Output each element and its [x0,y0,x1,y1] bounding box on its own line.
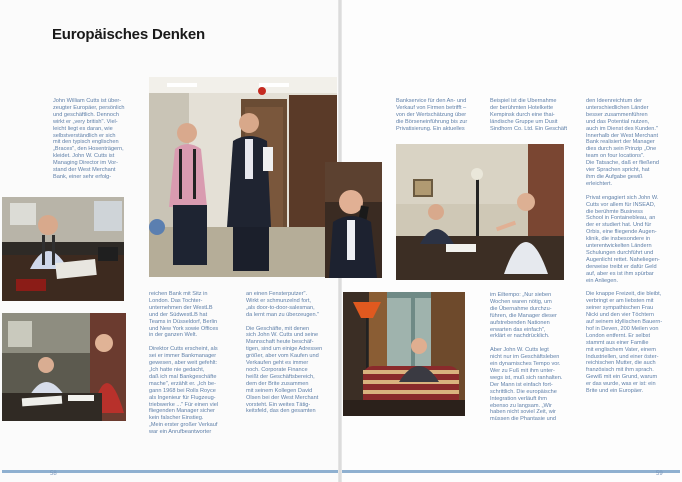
photo-office-desk [2,197,124,301]
photo-manager-at-desk [2,313,126,421]
photo-living-room-armchair [343,292,465,416]
text-column-intro: John William Cutts ist über- zeugter Europäer, persönlich und geschäftlich. Dennoch wirkt er „very british". Viel- leicht liegt es daran, wie selbstverständlich er sich mit den typisch englischen „Braces", den Hosenträgern, kleidet. John W. Cutts ist Managing Director im Vor- stand der West Merchant Bank, einer sehr erfolg- [53,98,125,180]
photo-phone-call [325,162,382,278]
photo-meeting-office [396,144,564,280]
text-column-7: im Eiltempo: „Nur sieben Wochen waren nötig, um die Übernahme durchzu- führen, die Manager dieser aufstrebenden Nationen erwarten das einfach", erklärt er nachdrücklich. Aber John W. Cutts legt nicht nur im Geschäftsleben ein dynamisches Tempo vor. Wer zu Fuß mit ihm unter- wegs ist, muß sich ranhalten. Der Mann ist einfach fort- schrittlich. Die europäische Integration verläuft ihm ebenso zu langsam. „Wir haben nicht soviel Zeit, wir müssen die Phantasie und [490,292,563,423]
text-column-2: reichen Bank mit Sitz in London. Das Tochter- unternehmen der WestLB und der SüdwestLB hat Teams in Düsseldorf, Berlin und New York sowie Offices in der ganzen Welt. Direktor Cutts erscheint, als sei er immer Bankmanager gewesen, aber weit gefehlt: „Ich hatte nie gedacht, daß ich mal Bankgeschäfte mache", erzählt er. „Ich be- gann 1968 bei Rolls Royce als Ingenieur für Flugzeug- triebwerke ..." Für einen viel fliegenden Manager sicher kein falscher Einstieg. „Mein erster großer Verkauf war ein Anrufbeantworter [149,291,219,436]
text-column-6: den Ideenreichtum der unterschiedlichen Länder besser zusammenführen und das Potential nutzen, auch im Dienst des Kunden." Innerhalb der West Merchant Bank realisiert der Manager dies durch sein Prinzip „One team on four locations". Die Tatsache, daß er fließend vier Sprachen spricht, hat ihm die Aufgabe gewiß erleichtert. Privat engagiert sich John W. Cutts vor allem für INSEAD, die berühmte Business School in Fontainebleau, an der er studiert hat. Und für Orbis, eine fliegende Augen- klinik, die insbesondere in unterentwickelten Ländern Schulungen durchführt und Augenlicht rettet. Naheliegen- derweise treibt er dafür Geld auf, aber es ist ihm spürbar ein Anliegen. Die knappe Freizeit, die bleibt, verbringt er am liebsten mit seiner sympathischen Frau Nicki und den vier Töchtern auf seinem idyllischen Bauern- hof in Deven, 200 Meilen von London entfernt. Er selbst stammt aus einer Familie mit englischem Vater, einem Industriellen, und einer öster- reichischen Mutter, die auch französisch mit ihm sprach. Gewiß mit ein Grund, warum er das wurde, was er ist: ein Brite und ein Europäer. [586,98,663,395]
text-column-3: an einen Fensterputzer". Wirkt er schmunzelnd fort, „als door-to-door-salesman, da lernt man zu überzeugen." Die Geschäfte, mit denen sich John W. Cutts und seine Mannschaft heute beschäf- tigen, sind um einige Adressen größer, aber vom Kaufen und Verkaufen geht es immer noch. Corporate Finance heißt der Geschäftsbereich, dem der Brite zusammen mit seinem Kollegen David Olsen bei der West Merchant vorsteht. Ein weites Tätig- keitsfeld, das den gesamten [246,291,323,415]
page-number-right: 59 [656,471,663,477]
footer-bar-right [342,470,680,473]
text-column-4: Bankservice für den An- und Verkauf von Firmen betrifft – von der Wertschätzung über die Börseneinführung bis zur Privatisierung. Ein aktuelles [396,98,468,132]
page-number-left: 58 [50,471,57,477]
text-column-5: Beispiel ist die Übernahme der berühmten Hotelkette Kempinsk durch eine thai- ländische Gruppe um Dusit Sindhorn Co. Ltd. Ein Geschäft [490,98,568,132]
article-title: Europäisches Denken [52,26,205,43]
photo-corridor-walk [149,77,337,277]
